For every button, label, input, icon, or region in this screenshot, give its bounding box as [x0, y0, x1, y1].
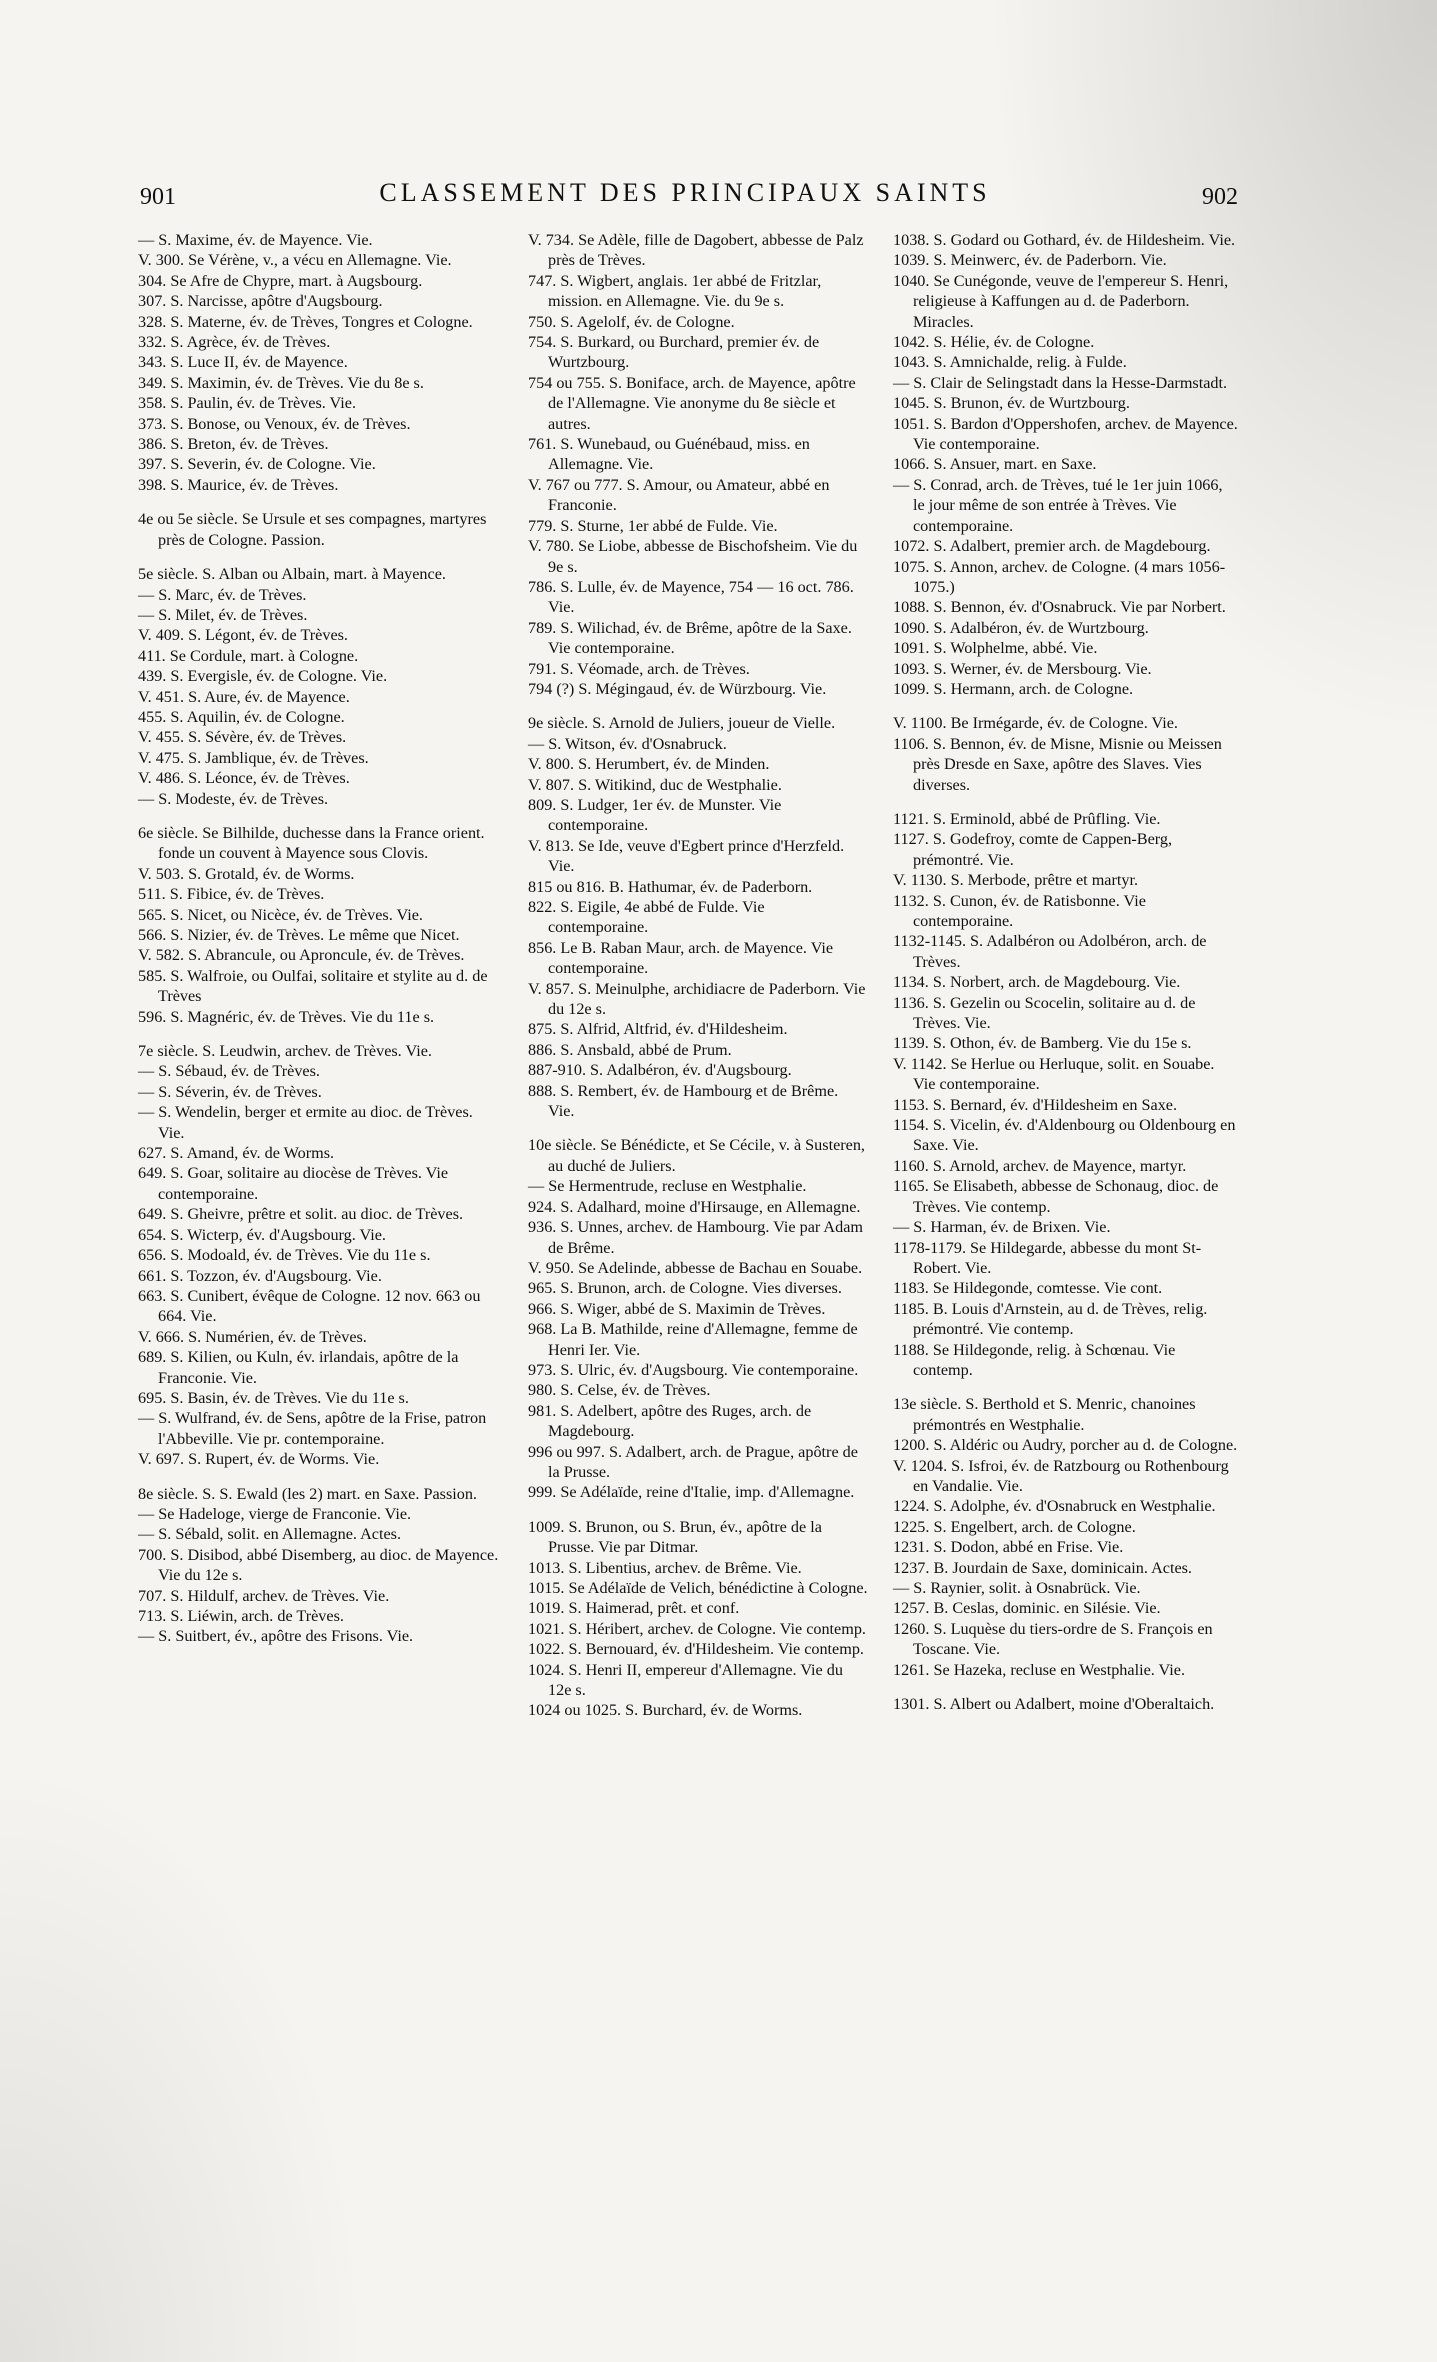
- saint-entry: 397. S. Severin, év. de Cologne. Vie.: [138, 455, 376, 474]
- saint-entry: 713. S. Liéwin, arch. de Trèves.: [138, 1607, 344, 1625]
- saint-entry: 809. S. Ludger, 1er év. de Munster. Vie contemporaine.: [528, 795, 782, 835]
- saint-entry: 689. S. Kilien, ou Kuln, év. irlandais, apôtre de la Franconie. Vie.: [138, 1348, 459, 1387]
- saint-entry: V. 455. S. Sévère, év. de Trèves.: [138, 728, 347, 747]
- saint-entry: — Se Hermentrude, recluse en Westphalie.: [528, 1177, 807, 1196]
- saint-entry: 10e siècle. Se Bénédicte, et Se Cécile, v. à Susteren, au duché de Juliers.: [528, 1136, 865, 1175]
- saint-entry: 1024. S. Henri II, empereur d'Allemagne. Vie du 12e s.: [528, 1660, 843, 1700]
- saint-entry: 1153. S. Bernard, év. d'Hildesheim en Saxe.: [893, 1095, 1178, 1114]
- saint-entry: 1237. B. Jourdain de Saxe, dominicain. Actes.: [893, 1558, 1192, 1577]
- saint-entry: 343. S. Luce II, év. de Mayence.: [138, 353, 348, 372]
- saint-entry: 307. S. Narcisse, apôtre d'Augsbourg.: [138, 292, 383, 311]
- saint-entry: 1088. S. Bennon, év. d'Osnabruck. Vie par Norbert.: [893, 598, 1226, 617]
- saint-entry: 888. S. Rembert, év. de Hambourg et de Brême. Vie.: [528, 1081, 839, 1121]
- saint-entry: V. 697. S. Rupert, év. de Worms. Vie.: [138, 1450, 380, 1469]
- saint-entry: 1075. S. Annon, archev. de Cologne. (4 mars 1056-1075.): [893, 557, 1226, 596]
- saint-entry: 627. S. Amand, év. de Worms.: [138, 1144, 335, 1163]
- saint-entry: V. 1100. Be Irmégarde, év. de Cologne. Vie.: [893, 714, 1178, 733]
- column-middle: [528, 230, 868, 1721]
- saint-entry: 1009. S. Brunon, ou S. Brun, év., apôtre de la Prusse. Vie par Ditmar.: [528, 1517, 822, 1557]
- saint-entry: 1038. S. Godard ou Gothard, év. de Hildesheim. Vie.: [893, 231, 1236, 249]
- saint-entry: 980. S. Celse, év. de Trèves.: [528, 1381, 711, 1400]
- saint-entry: — Se Hadeloge, vierge de Franconie. Vie.: [138, 1504, 412, 1523]
- saint-entry: 1043. S. Amnichalde, relig. à Fulde.: [893, 353, 1127, 372]
- saint-entry: 511. S. Fibice, év. de Trèves.: [138, 885, 325, 904]
- saint-entry: 349. S. Maximin, év. de Trèves. Vie du 8e s.: [138, 373, 424, 392]
- saint-entry: — S. Milet, év. de Trèves.: [138, 605, 308, 624]
- saint-entry: 1301. S. Albert ou Adalbert, moine d'Oberaltaich.: [893, 1695, 1215, 1714]
- saint-entry: 1099. S. Hermann, arch. de Cologne.: [893, 679, 1134, 698]
- saint-entry: — S. Sébald, solit. en Allemagne. Actes.: [138, 1525, 402, 1544]
- saint-entry: 1045. S. Brunon, év. de Wurtzbourg.: [893, 394, 1130, 413]
- saint-entry: 1091. S. Wolphelme, abbé. Vie.: [893, 639, 1098, 658]
- saint-entry: 5e siècle. S. Alban ou Albain, mart. à Mayence.: [138, 565, 446, 584]
- saint-entry: 4e ou 5e siècle. Se Ursule et ses compagnes, martyres près de Cologne. Passion.: [138, 510, 487, 549]
- saint-entry: V. 1130. S. Merbode, prêtre et martyr.: [893, 871, 1139, 890]
- column-left: [138, 230, 502, 1647]
- saint-entry: 1160. S. Arnold, archev. de Mayence, martyr.: [893, 1156, 1187, 1175]
- saint-entry: 1013. S. Libentius, archev. de Brême. Vie.: [528, 1558, 802, 1577]
- saint-entry: 965. S. Brunon, arch. de Cologne. Vies diverses.: [528, 1279, 842, 1298]
- saint-entry: 663. S. Cunibert, évêque de Cologne. 12 nov. 663 ou 664. Vie.: [138, 1286, 481, 1326]
- saint-entry: — S. Wendelin, berger et ermite au dioc. de Trèves. Vie.: [138, 1103, 473, 1142]
- saint-entry: 1022. S. Bernouard, év. d'Hildesheim. Vie contemp.: [528, 1640, 864, 1659]
- saint-entry: 386. S. Breton, év. de Trèves.: [138, 435, 329, 454]
- saint-entry: 789. S. Wilichad, év. de Brême, apôtre de la Saxe. Vie contemporaine.: [528, 618, 852, 658]
- saint-entry: 700. S. Disibod, abbé Disemberg, au dioc. de Mayence. Vie du 12e s.: [138, 1545, 499, 1585]
- saint-entry: 1127. S. Godefroy, comte de Cappen-Berg, prémontré. Vie.: [893, 830, 1173, 869]
- saint-entry: 332. S. Agrèce, év. de Trèves.: [138, 333, 331, 352]
- saint-entry: — S. Modeste, év. de Trèves.: [138, 789, 329, 808]
- saint-entry: 999. Se Adélaïde, reine d'Italie, imp. d'Allemagne.: [528, 1483, 855, 1502]
- saint-entry: V. 300. Se Vérène, v., a vécu en Allemagne. Vie.: [138, 251, 452, 270]
- saint-entry: 875. S. Alfrid, Altfrid, év. d'Hildesheim.: [528, 1020, 788, 1039]
- saint-entry: 1121. S. Erminold, abbé de Prûfling. Vie.: [893, 809, 1161, 828]
- saint-entry: 1139. S. Othon, év. de Bamberg. Vie du 15e s.: [893, 1034, 1192, 1053]
- saint-entry: 794 (?) S. Mégingaud, év. de Würzbourg. Vie.: [528, 679, 827, 698]
- saint-entry: 9e siècle. S. Arnold de Juliers, joueur de Vielle.: [528, 714, 836, 733]
- saint-entry: 754. S. Burkard, ou Burchard, premier év. de Wurtzbourg.: [528, 333, 820, 372]
- saint-entry: V. 807. S. Witikind, duc de Westphalie.: [528, 775, 782, 794]
- saint-entry: 815 ou 816. B. Hathumar, év. de Paderborn.: [528, 877, 813, 896]
- saint-entry: 1200. S. Aldéric ou Audry, porcher au d. de Cologne.: [893, 1436, 1238, 1455]
- saint-entry: 1178-1179. Se Hildegarde, abbesse du mont St-Robert. Vie.: [893, 1238, 1202, 1277]
- saint-entry: 1154. S. Vicelin, év. d'Aldenbourg ou Oldenbourg en Saxe. Vie.: [893, 1116, 1236, 1155]
- saint-entry: 6e siècle. Se Bilhilde, duchesse dans la France orient. fonde un couvent à Mayence sous Clovis.: [138, 823, 485, 863]
- saint-entry: 373. S. Bonose, ou Venoux, év. de Trèves.: [138, 414, 411, 433]
- saint-entry: 656. S. Modoald, év. de Trèves. Vie du 11e s.: [138, 1246, 431, 1265]
- saint-entry: 887-910. S. Adalbéron, év. d'Augsbourg.: [528, 1061, 792, 1080]
- saint-entry: 747. S. Wigbert, anglais. 1er abbé de Fritzlar, mission. en Allemagne. Vie. du 9e s.: [528, 271, 822, 311]
- saint-entry: 1042. S. Hélie, év. de Cologne.: [893, 333, 1095, 352]
- saint-entry: 1090. S. Adalbéron, év. de Wurtzbourg.: [893, 618, 1149, 637]
- saint-entry: 7e siècle. S. Leudwin, archev. de Trèves. Vie.: [138, 1042, 432, 1061]
- saint-entry: 936. S. Unnes, archev. de Hambourg. Vie par Adam de Brême.: [528, 1218, 863, 1257]
- saint-entry: 996 ou 997. S. Adalbert, arch. de Prague, apôtre de la Prusse.: [528, 1442, 858, 1481]
- saint-entry: 707. S. Hildulf, archev. de Trèves. Vie.: [138, 1586, 390, 1605]
- saint-entry: V. 1142. Se Herlue ou Herluque, solit. en Souabe. Vie contemporaine.: [893, 1054, 1215, 1094]
- saint-entry: 1134. S. Norbert, arch. de Magdebourg. Vie.: [893, 973, 1181, 992]
- page-title: CLASSEMENT DES PRINCIPAUX SAINTS: [379, 178, 991, 207]
- column-right: [893, 230, 1238, 1714]
- saint-entry: 1015. Se Adélaïde de Velich, bénédictine à Cologne.: [528, 1579, 868, 1597]
- saint-entry: 1231. S. Dodon, abbé en Frise. Vie.: [893, 1538, 1124, 1557]
- saint-entry: 1183. Se Hildegonde, comtesse. Vie cont.: [893, 1279, 1163, 1298]
- saint-entry: 411. Se Cordule, mart. à Cologne.: [138, 646, 359, 665]
- saint-entry: 695. S. Basin, év. de Trèves. Vie du 11e s.: [138, 1388, 409, 1407]
- saint-entry: 886. S. Ansbald, abbé de Prum.: [528, 1040, 732, 1059]
- saint-entry: 973. S. Ulric, év. d'Augsbourg. Vie contemporaine.: [528, 1360, 859, 1379]
- saint-entry: 1132. S. Cunon, év. de Ratisbonne. Vie contemporaine.: [893, 891, 1146, 930]
- saint-entry: 13e siècle. S. Berthold et S. Menric, chanoines prémontrés en Westphalie.: [893, 1395, 1196, 1434]
- saint-entry: — S. Clair de Selingstadt dans la Hesse-Darmstadt.: [893, 373, 1228, 392]
- saint-entry: 585. S. Walfroie, ou Oulfai, solitaire et stylite au d. de Trèves: [138, 966, 488, 1006]
- saint-entry: — S. Maxime, év. de Mayence. Vie.: [138, 231, 373, 249]
- saint-entry: — S. Sébaud, év. de Trèves.: [138, 1062, 320, 1081]
- saint-entry: V. 451. S. Aure, év. de Mayence.: [138, 687, 350, 706]
- saint-entry: 822. S. Eigile, 4e abbé de Fulde. Vie contemporaine.: [528, 898, 765, 937]
- saint-entry: 966. S. Wiger, abbé de S. Maximin de Trèves.: [528, 1299, 826, 1318]
- saint-entry: 761. S. Wunebaud, ou Guénébaud, miss. en Allemagne. Vie.: [528, 435, 810, 474]
- saint-entry: V. 1204. S. Isfroi, év. de Ratzbourg ou Rothenbourg en Vandalie. Vie.: [893, 1456, 1229, 1495]
- saint-entry: 439. S. Evergisle, év. de Cologne. Vie.: [138, 667, 388, 686]
- saint-entry: 1040. Se Cunégonde, veuve de l'empereur S. Henri, religieuse à Kaffungen au d. de Paderborn. Miracles.: [893, 271, 1229, 331]
- saint-entry: 1188. Se Hildegonde, relig. à Schœnau. Vie contemp.: [893, 1340, 1176, 1379]
- saint-entry: V. 503. S. Grotald, év. de Worms.: [138, 864, 355, 883]
- saint-entry: 1261. Se Hazeka, recluse en Westphalie. Vie.: [893, 1660, 1185, 1679]
- saint-entry: 1066. S. Ansuer, mart. en Saxe.: [893, 455, 1097, 474]
- saint-entry: V. 486. S. Léonce, év. de Trèves.: [138, 769, 350, 788]
- saint-entry: 328. S. Materne, év. de Trèves, Tongres et Cologne.: [138, 312, 473, 331]
- page-header: [140, 178, 1238, 218]
- saint-entry: 565. S. Nicet, ou Nicèce, év. de Trèves. Vie.: [138, 905, 423, 924]
- saint-entry: 750. S. Agelolf, év. de Cologne.: [528, 312, 735, 331]
- saint-entry: 455. S. Aquilin, év. de Cologne.: [138, 707, 345, 726]
- saint-entry: 1224. S. Adolphe, év. d'Osnabruck en Westphalie.: [893, 1497, 1216, 1516]
- saint-entry: V. 800. S. Herumbert, év. de Minden.: [528, 755, 770, 774]
- saint-entry: 1072. S. Adalbert, premier arch. de Magdebourg.: [893, 537, 1211, 556]
- saint-entry: V. 767 ou 777. S. Amour, ou Amateur, abbé en Franconie.: [528, 475, 830, 515]
- saint-entry: 1165. Se Elisabeth, abbesse de Schonaug, dioc. de Trèves. Vie contemp.: [893, 1177, 1219, 1216]
- saint-entry: 1225. S. Engelbert, arch. de Cologne.: [893, 1517, 1136, 1536]
- saint-entry: 304. Se Afre de Chypre, mart. à Augsbourg.: [138, 271, 423, 290]
- saint-entry: — S. Marc, év. de Trèves.: [138, 585, 307, 604]
- saint-entry: 791. S. Véomade, arch. de Trèves.: [528, 659, 750, 678]
- saint-entry: 1185. B. Louis d'Arnstein, au d. de Trèves, relig. prémontré. Vie contemp.: [893, 1299, 1208, 1339]
- saint-entry: V. 409. S. Légont, év. de Trèves.: [138, 626, 348, 645]
- saint-entry: — S. Séverin, év. de Trèves.: [138, 1082, 322, 1101]
- saint-entry: 1021. S. Héribert, archev. de Cologne. Vie contemp.: [528, 1619, 866, 1638]
- saint-entry: 649. S. Gheivre, prêtre et solit. au dioc. de Trèves.: [138, 1205, 464, 1224]
- saint-entry: V. 857. S. Meinulphe, archidiacre de Paderborn. Vie du 12e s.: [528, 979, 866, 1019]
- saint-entry: 1106. S. Bennon, év. de Misne, Misnie ou Meissen près Dresde en Saxe, apôtre des Slaves. Vies diverses.: [893, 734, 1222, 794]
- saint-entry: 981. S. Adelbert, apôtre des Ruges, arch. de Magdebourg.: [528, 1401, 812, 1441]
- saint-entry: 1051. S. Bardon d'Oppershofen, archev. de Mayence. Vie contemporaine.: [893, 414, 1238, 454]
- saint-entry: 566. S. Nizier, év. de Trèves. Le même que Nicet.: [138, 926, 460, 944]
- saint-entry: 779. S. Sturne, 1er abbé de Fulde. Vie.: [528, 516, 778, 535]
- saint-entry: 398. S. Maurice, év. de Trèves.: [138, 475, 339, 494]
- saint-entry: 786. S. Lulle, év. de Mayence, 754 — 16 oct. 786. Vie.: [528, 577, 854, 617]
- saint-entry: — S. Harman, év. de Brixen. Vie.: [893, 1218, 1111, 1237]
- saint-entry: 649. S. Goar, solitaire au diocèse de Trèves. Vie contemporaine.: [138, 1164, 449, 1203]
- page-number-left: 901: [140, 184, 176, 210]
- saint-entry: 1024 ou 1025. S. Burchard, év. de Worms.: [528, 1701, 803, 1720]
- saint-entry: V. 950. Se Adelinde, abbesse de Bachau en Souabe.: [528, 1258, 863, 1277]
- saint-entry: 358. S. Paulin, év. de Trèves. Vie.: [138, 394, 357, 413]
- saint-entry: — S. Raynier, solit. à Osnabrück. Vie.: [893, 1579, 1141, 1597]
- saint-entry: 1260. S. Luquèse du tiers-ordre de S. François en Toscane. Vie.: [893, 1619, 1213, 1659]
- saint-entry: 1093. S. Werner, év. de Mersbourg. Vie.: [893, 659, 1152, 678]
- saint-entry: 754 ou 755. S. Boniface, arch. de Mayence, apôtre de l'Allemagne. Vie anonyme du 8e siècle et autres.: [528, 373, 856, 433]
- saint-entry: 924. S. Adalhard, moine d'Hirsauge, en Allemagne.: [528, 1197, 861, 1216]
- saint-entry: — S. Suitbert, év., apôtre des Frisons. Vie.: [138, 1627, 414, 1646]
- saint-entry: 1136. S. Gezelin ou Scocelin, solitaire au d. de Trèves. Vie.: [893, 993, 1196, 1033]
- saint-entry: 1257. B. Ceslas, dominic. en Silésie. Vie.: [893, 1599, 1161, 1618]
- saint-entry: 596. S. Magnéric, év. de Trèves. Vie du 11e s.: [138, 1007, 435, 1026]
- saint-entry: V. 734. Se Adèle, fille de Dagobert, abbesse de Palz près de Trèves.: [528, 231, 864, 270]
- saint-entry: 1132-1145. S. Adalbéron ou Adolbéron, arch. de Trèves.: [893, 932, 1207, 971]
- saint-entry: 8e siècle. S. S. Ewald (les 2) mart. en Saxe. Passion.: [138, 1484, 477, 1503]
- saint-entry: — S. Wulfrand, év. de Sens, apôtre de la Frise, patron l'Abbeville. Vie pr. contemporaine.: [138, 1409, 487, 1448]
- saint-entry: 654. S. Wicterp, év. d'Augsbourg. Vie.: [138, 1225, 386, 1244]
- saint-entry: V. 813. Se Ide, veuve d'Egbert prince d'Herzfeld. Vie.: [528, 836, 845, 876]
- saint-entry: — S. Witson, év. d'Osnabruck.: [528, 734, 727, 753]
- saint-entry: V. 780. Se Liobe, abbesse de Bischofsheim. Vie du 9e s.: [528, 537, 858, 576]
- saint-entry: 968. La B. Mathilde, reine d'Allemagne, femme de Henri Ier. Vie.: [528, 1320, 858, 1359]
- saint-entry: V. 582. S. Abrancule, ou Aproncule, év. de Trèves.: [138, 946, 465, 965]
- saint-entry: V. 666. S. Numérien, év. de Trèves.: [138, 1327, 367, 1346]
- saint-entry: V. 475. S. Jamblique, év. de Trèves.: [138, 748, 369, 767]
- saint-entry: 1039. S. Meinwerc, év. de Paderborn. Vie.: [893, 251, 1167, 270]
- saint-entry: 1019. S. Haimerad, prêt. et conf.: [528, 1599, 740, 1618]
- saint-entry: 856. Le B. Raban Maur, arch. de Mayence. Vie contemporaine.: [528, 938, 834, 978]
- saint-entry: — S. Conrad, arch. de Trèves, tué le 1er juin 1066, le jour même de son entrée à Trèves. Vie contemporaine.: [893, 475, 1223, 535]
- saint-entry: 661. S. Tozzon, év. d'Augsbourg. Vie.: [138, 1266, 382, 1285]
- page-number-right: 902: [1202, 184, 1238, 210]
